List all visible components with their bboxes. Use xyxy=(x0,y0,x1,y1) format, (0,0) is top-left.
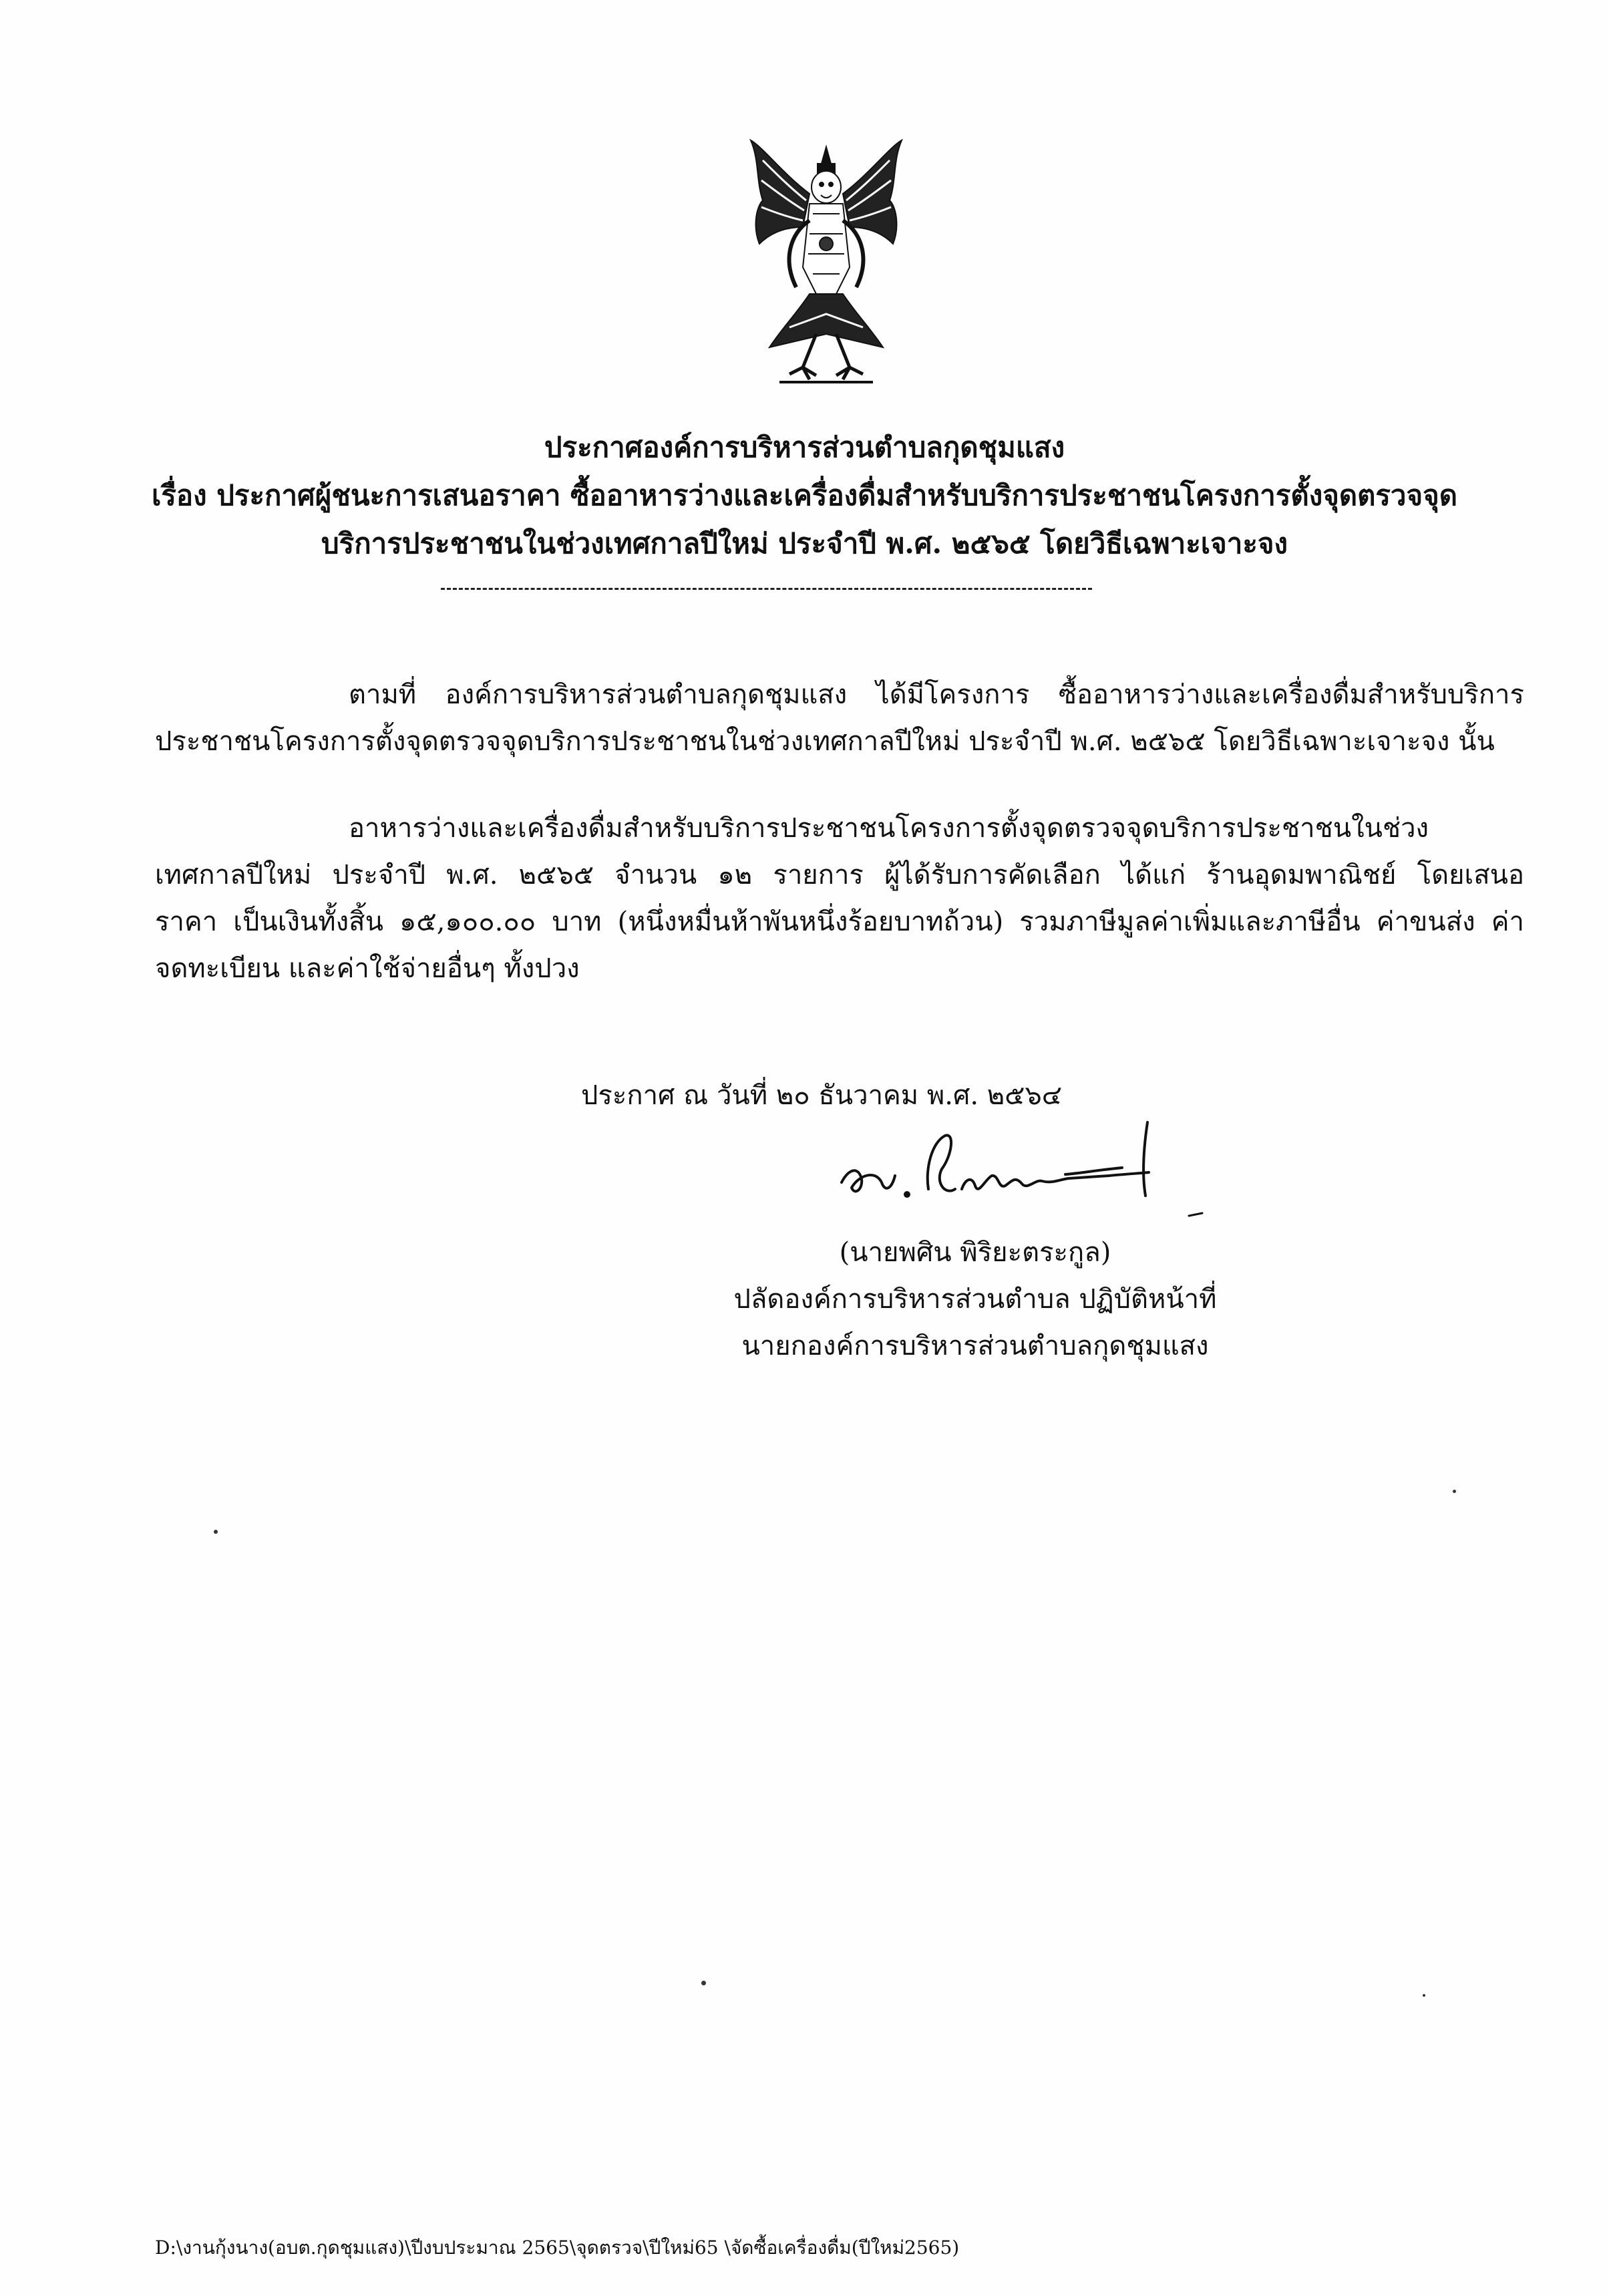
signatory-position-acting: นายกองค์การบริหารส่วนตำบลกุดชุมแสง xyxy=(741,1331,1209,1361)
signatory-position: ปลัดองค์การบริหารส่วนตำบล ปฏิบัติหน้าที่ xyxy=(733,1284,1217,1315)
heading-title: ประกาศองค์การบริหารส่วนตำบลกุดชุมแสง xyxy=(544,431,1065,464)
paragraph-award xyxy=(155,805,1524,992)
paragraph-intro xyxy=(155,671,1524,765)
scan-speck xyxy=(1423,1994,1425,1997)
heading-subject-cont: บริการประชาชนในช่วงเทศกาลปีใหม่ ประจำปี พ.ศ. ๒๕๖๕ โดยวิธีเฉพาะเจาะจง xyxy=(321,527,1288,560)
paragraph-line: เทศกาลปีใหม่ ประจำปี พ.ศ. ๒๕๖๕ จำนวน ๑๒ รายการ ผู้ได้รับการคัดเลือก ได้แก่ ร้านอุดมพาณิชย์ โดยเสนอ xyxy=(155,860,1524,890)
paragraph-line: ตามที่ องค์การบริหารส่วนตำบลกุดชุมแสง ได้มีโครงการ ซื้ออาหารว่างและเครื่องดื่มสำหรับบริการ xyxy=(349,679,1524,710)
paragraph-line: ประชาชนโครงการตั้งจุดตรวจจุดบริการประชาชนในช่วงเทศกาลปีใหม่ ประจำปี พ.ศ. ๒๕๖๕ โดยวิธีเฉพาะเจาะจง นั้น xyxy=(155,726,1495,757)
announcement-date: ประกาศ ณ วันที่ ๒๐ ธันวาคม พ.ศ. ๒๕๖๔ xyxy=(581,1080,1063,1111)
paragraph-line: จดทะเบียน และค่าใช้จ่ายอื่นๆ ทั้งปวง xyxy=(155,953,580,984)
handwritten-signature xyxy=(828,1096,1256,1229)
paragraph-line: ราคา เป็นเงินทั้งสิ้น ๑๕,๑๐๐.๐๐ บาท (หนึ่งหมื่นห้าพันหนึ่งร้อยบาทถ้วน) รวมภาษีมูลค่าเพิ่มและภาษีอื่น ค่าขนส่ง ค่า xyxy=(155,907,1524,937)
scan-speck xyxy=(701,1981,706,1985)
signature-block xyxy=(701,1229,1249,1369)
scan-speck xyxy=(1453,1490,1456,1493)
footer-file-path: D:\งานกุ้งนาง(อบต.กุดชุมแสง)\ปีงบประมาณ 2565\จุดตรวจ\ปีใหม่65 \จัดซื้อเครื่องดื่ม(ปีใหม่2565) xyxy=(155,2237,960,2259)
paragraph-line: อาหารว่างและเครื่องดื่มสำหรับบริการประชาชนโครงการตั้งจุดตรวจจุดบริการประชาชนในช่วง xyxy=(349,813,1429,844)
heading-subject: เรื่อง ประกาศผู้ชนะการเสนอราคา ซื้ออาหารว่างและเครื่องดื่มสำหรับบริการประชาชนโครงการตั้งจุดตรวจจุด xyxy=(151,479,1458,512)
heading-divider xyxy=(441,588,1092,590)
garuda-emblem-icon xyxy=(743,134,910,387)
signatory-name: (นายพศิน พิริยะตระกูล) xyxy=(839,1237,1111,1268)
scan-speck xyxy=(214,1530,218,1534)
